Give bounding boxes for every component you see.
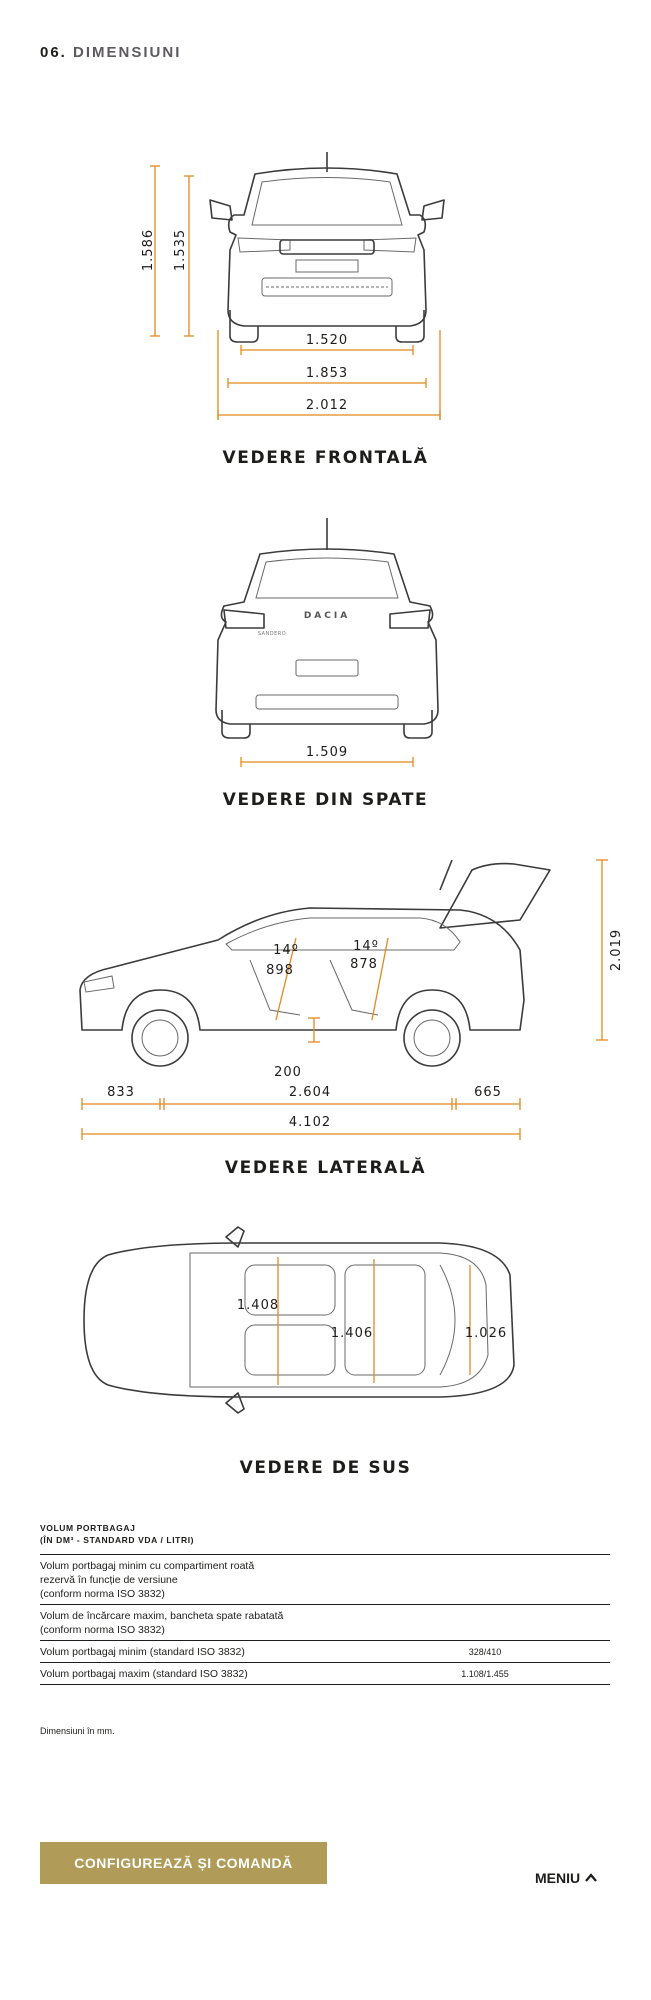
chevron-up-icon: [585, 1873, 597, 1883]
rear-view-drawing: [0, 510, 651, 780]
front-overhang-label: 833: [107, 1085, 135, 1100]
boot-volume-table-title: [40, 1522, 194, 1546]
front-height-total-label: 1.586: [141, 228, 156, 272]
table-title-line1: VOLUM PORTBAGAJ: [40, 1523, 136, 1533]
front-view-drawing: [0, 140, 651, 440]
configure-order-button[interactable]: CONFIGUREAZĂ ȘI COMANDĂ: [40, 1842, 327, 1884]
front-height-body-label: 1.535: [173, 228, 188, 272]
front-elbow-label: 1.408: [236, 1298, 280, 1313]
front-car-outline: [210, 152, 444, 342]
side-view-title: VEDERE LATERALĂ: [224, 1158, 427, 1178]
wheelbase-label: 2.604: [288, 1085, 332, 1100]
rear-overhang-label: 665: [474, 1085, 502, 1100]
section-title: DIMENSIUNI: [73, 44, 182, 61]
rear-view-title: VEDERE DIN SPATE: [222, 790, 429, 810]
height-open-label: 2.019: [609, 928, 624, 972]
table-row: [40, 1604, 610, 1640]
front-view-title: VEDERE FRONTALĂ: [222, 448, 429, 468]
rear-model-badge: SANDERO: [257, 631, 287, 637]
rear-headroom-label: 878: [350, 957, 378, 972]
row-value: [410, 1609, 560, 1637]
side-view-drawing: [0, 850, 651, 1150]
dimensions-note: Dimensiuni în mm.: [40, 1726, 115, 1736]
length-label: 4.102: [288, 1115, 332, 1130]
row-label: Volum de încărcare maxim, bancheta spate rabatată (conform norma ISO 3832): [40, 1610, 284, 1636]
top-view-drawing: [0, 1225, 651, 1455]
row-value: 1.108/1.455: [461, 1669, 509, 1679]
front-seat-angle-label: 14º: [273, 943, 299, 958]
row-value: [410, 1559, 560, 1601]
menu-label: MENIU: [535, 1870, 581, 1886]
rear-elbow-label: 1.406: [330, 1326, 374, 1341]
table-row: [40, 1662, 610, 1685]
side-car-outline: [80, 860, 550, 1066]
front-width-label: 1.853: [305, 366, 349, 381]
top-view-title: VEDERE DE SUS: [239, 1458, 412, 1478]
front-track-label: 1.520: [305, 333, 349, 348]
rear-seat-angle-label: 14º: [353, 939, 379, 954]
section-number: 06.: [40, 44, 67, 61]
row-value: 328/410: [468, 1647, 502, 1657]
row-label: Volum portbagaj minim (standard ISO 3832): [40, 1646, 245, 1658]
boot-volume-table: [40, 1554, 610, 1685]
rear-track-label: 1.509: [305, 745, 349, 760]
rear-badge: DACIA: [303, 611, 351, 621]
front-headroom-label: 898: [266, 963, 294, 978]
section-heading: [40, 44, 181, 61]
boot-width-label: 1.026: [464, 1326, 508, 1341]
menu-button[interactable]: [535, 1870, 597, 1886]
ground-clearance-label: 200: [274, 1065, 302, 1080]
table-title-line2: (ÎN DM³ - STANDARD VDA / LITRI): [40, 1535, 195, 1545]
table-row: [40, 1554, 610, 1604]
table-row: [40, 1640, 610, 1662]
top-car-outline: [84, 1227, 514, 1413]
row-label: Volum portbagaj maxim (standard ISO 3832): [40, 1668, 248, 1680]
rear-car-outline: [216, 518, 438, 738]
row-label: Volum portbagaj minim cu compartiment roată rezervă în funcție de versiune (conform norma ISO 3832): [40, 1560, 255, 1600]
front-width-mirrors-label: 2.012: [305, 398, 349, 413]
